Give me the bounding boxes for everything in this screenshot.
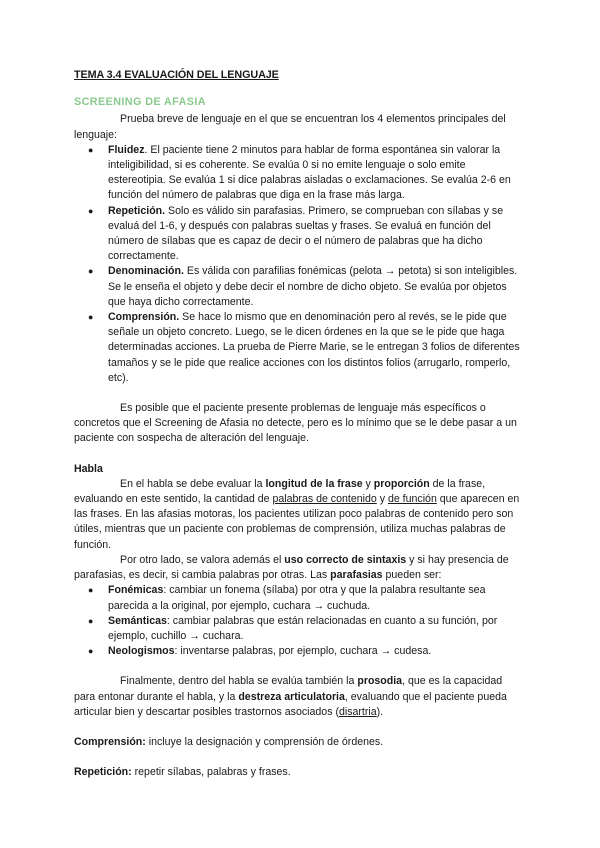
description: : cambiar un fonema (sílaba) por otra y que la palabra resultante sea parecida a la original, por ejemplo, cuchara → cuchuda. (108, 584, 486, 612)
description: Solo es válido sin parafasias. Primero, se comprueban con sílabas y se evaluá del 1-6, y después con palabras sueltas y frases. Se evaluá en función del número de sílabas que es capaz de decir o el número de palabras que ha dicho correctamente. (108, 204, 504, 263)
habla-paragraph-3: Finalmente, dentro del habla se evalúa también la prosodia, que es la capacidad para entonar durante el habla, y la destreza articulatoria, evaluando que el paciente pueda articular bien y descartar posibles trastornos asociados (disartria). (74, 675, 507, 718)
parafasias-list (74, 583, 526, 659)
term: Comprensión. (108, 311, 180, 324)
list-item (108, 583, 526, 613)
section-heading-screening: SCREENING DE AFASIA (74, 96, 206, 109)
habla-paragraph-1: En el habla se debe evaluar la longitud de la frase y proporción de la frase, evaluando en este sentido, la cantidad de palabras de contenido y de función que aparecen en las frases. En las afasias motoras, los pacientes utilizan poco palabras de contenido pero son útiles, mientras que un paciente con problemas de comprensión, utiliza muchas palabras de función. (74, 477, 520, 551)
description: Es válida con parafilias fonémicas (pelota → petota) si son inteligibles. Se le enseña el objeto y debe decir el nombre de dicho objeto. Se evalúa por objetos que haya dicho correctamente. (108, 265, 518, 308)
term: Repetición. (108, 204, 166, 217)
term: Neologismos (108, 645, 175, 658)
repeticion-paragraph: Repetición: repetir sílabas, palabras y frases. (74, 766, 291, 779)
section-heading-habla: Habla (74, 462, 103, 475)
comprension-paragraph: Comprensión: incluye la designación y comprensión de órdenes. (74, 735, 384, 748)
screening-closing: Es posible que el paciente presente problemas de lenguaje más específicos o concretos que el Screening de Afasia no detecte, pero es lo mínimo que se le debe pasar a un paciente con sospecha de alteración del lenguaje. (74, 402, 517, 445)
list-item (108, 264, 526, 310)
screening-intro: Prueba breve de lenguaje en el que se encuentran los 4 elementos principales del lenguaje: (74, 113, 506, 141)
list-item (108, 644, 526, 659)
term: Fonémicas (108, 584, 164, 597)
screening-list (74, 143, 526, 386)
description: . El paciente tiene 2 minutos para hablar de forma espontánea sin valorar la inteligibilidad, si es coherente. Se evalúa 0 si no emite lenguaje o solo emite estereotipia. Se evalúa 1 si dice palabras aisladas o exclamaciones. Se evalúa 2-6 en función del número de palabras que diga en la frase más larga. (108, 143, 511, 202)
term: Denominación. (108, 265, 184, 278)
list-item (108, 310, 526, 386)
document-title: TEMA 3.4 EVALUACIÓN DEL LENGUAJE (74, 69, 279, 81)
description: : inventarse palabras, por ejemplo, cuchara → cudesa. (174, 645, 432, 658)
description: : cambiar palabras que están relacionadas en cuanto a su función, por ejemplo, cuchillo → cuchara. (108, 614, 498, 642)
description: Se hace lo mismo que en denominación pero al revés, se le pide que señale un objeto concreto. Luego, se le dicen órdenes en la que se le pide que haga determinadas acciones. La prueba de Pierre Marie, se le entregan 3 folios de diferentes tamaños y se le pide que realice acciones con los distintos folios (arrugarlo, romperlo, etc). (108, 311, 520, 384)
list-item (108, 204, 526, 265)
term: Fluidez (108, 143, 145, 156)
list-item (108, 143, 526, 204)
term: Semánticas (108, 614, 167, 627)
habla-paragraph-2: Por otro lado, se valora además el uso correcto de sintaxis y si hay presencia de parafasias, es decir, si cambia palabras por otras. Las parafasias pueden ser: (74, 553, 509, 582)
list-item (108, 614, 526, 644)
